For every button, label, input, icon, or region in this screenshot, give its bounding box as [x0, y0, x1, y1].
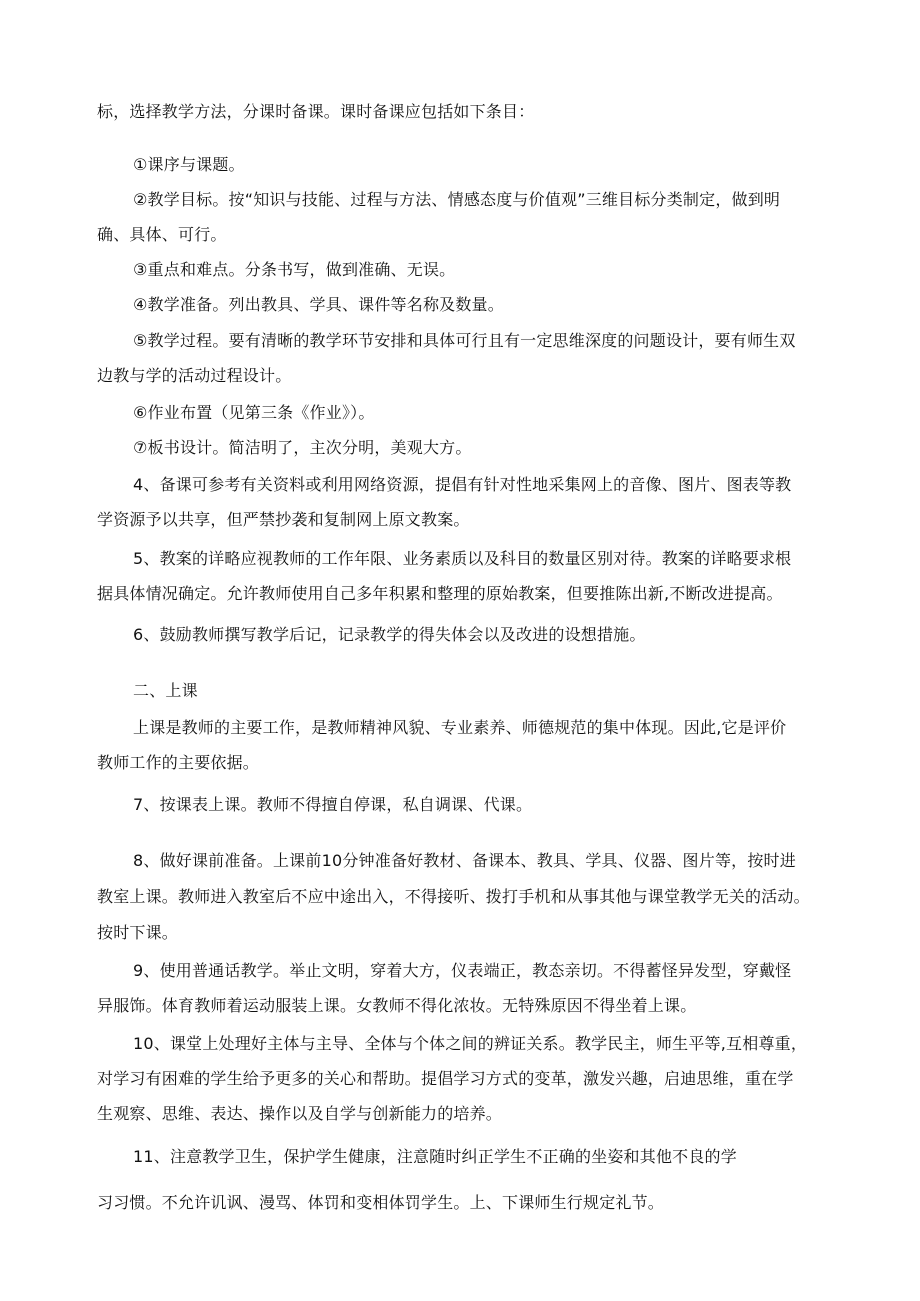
text-line: 6、鼓励教师撰写教学后记，记录教学的得失体会以及改进的设想措施。	[133, 625, 646, 644]
section-heading: 二、上课	[133, 681, 198, 700]
text-line: ②教学目标。按“知识与技能、过程与方法、情感态度与价值观”三维目标分类制定，做到明	[133, 190, 781, 209]
text-line: 据具体情况确定。允许教师使用自己多年积累和整理的原始教案，但要推陈出新,不断改进提高。	[97, 584, 783, 603]
text-line: 4、备课可参考有关资料或利用网络资源，提倡有针对性地采集网上的音像、图片、图表等教	[133, 475, 792, 494]
text-line: 上课是教师的主要工作，是教师精神风貌、专业素养、师德规范的集中体现。因此,它是评价	[133, 718, 787, 737]
text-line: ⑤教学过程。要有清晰的教学环节安排和具体可行且有一定思维深度的问题设计，要有师生双	[133, 331, 796, 350]
text-line: 教室上课。教师进入教室后不应中途出入，不得接听、拨打手机和从事其他与课堂教学无关的活动。	[97, 887, 810, 906]
text-line: 异服饰。体育教师着运动服装上课。女教师不得化浓妆。无特殊原因不得坐着上课。	[97, 996, 697, 1015]
text-line: ③重点和难点。分条书写，做到准确、无误。	[133, 260, 456, 279]
text-line: ⑥作业布置（见第三条《作业》）。	[133, 403, 375, 422]
text-line: ④教学准备。列出教具、学具、课件等名称及数量。	[133, 295, 504, 314]
text-line: 7、按课表上课。教师不得擅自停课，私自调课、代课。	[133, 795, 533, 814]
text-line: 11、注意教学卫生，保护学生健康，注意随时纠正学生不正确的坐姿和其他不良的学	[133, 1147, 737, 1166]
text-line: 标，选择教学方法，分课时备课。课时备课应包括如下条目：	[97, 102, 535, 121]
text-line: ①课序与课题。	[133, 155, 245, 174]
text-line: 9、使用普通话教学。举止文明，穿着大方，仪表端正，教态亲切。不得蓄怪异发型，穿戴怪	[133, 961, 792, 980]
text-line: 确、具体、可行。	[97, 225, 227, 244]
text-line: 对学习有困难的学生给予更多的关心和帮助。提倡学习方式的变革，激发兴趣，启迪思维，重在学	[97, 1069, 794, 1088]
text-line: ⑦板书设计。简洁明了，主次分明，美观大方。	[133, 438, 472, 457]
text-line: 5、教案的详略应视教师的工作年限、业务素质以及科目的数量区别对待。教案的详略要求根	[133, 549, 792, 568]
text-line: 边教与学的活动过程设计。	[97, 366, 292, 385]
text-line: 8、做好课前准备。上课前10分钟准备好教材、备课本、教具、学具、仪器、图片等，按时进	[133, 851, 796, 870]
text-line: 按时下课。	[97, 923, 179, 942]
text-line: 学资源予以共享，但严禁抄袭和复制网上原文教案。	[97, 510, 470, 529]
text-line: 10、课堂上处理好主体与主导、全体与个体之间的辨证关系。教学民主，师生平等,互相尊重，	[133, 1034, 808, 1053]
text-line: 习习惯。不允许讥讽、漫骂、体罚和变相体罚学生。上、下课师生行规定礼节。	[97, 1193, 665, 1212]
text-line: 生观察、思维、表达、操作以及自学与创新能力的培养。	[97, 1104, 503, 1123]
text-line: 教师工作的主要依据。	[97, 753, 260, 772]
